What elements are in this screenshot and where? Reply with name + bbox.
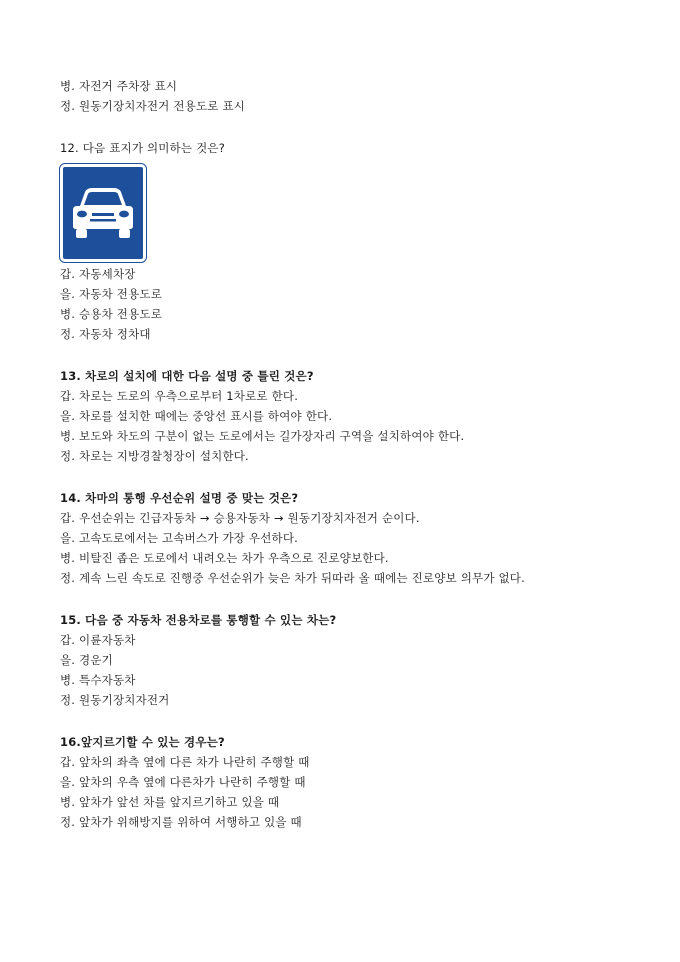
question-16-option-gap: 갑. 앞차의 좌측 옆에 다른 차가 나란히 주행할 때 <box>60 755 310 769</box>
question-14 <box>60 488 660 588</box>
question-13-title: 13. 차로의 설치에 대한 다음 설명 중 틀린 것은? <box>60 369 314 383</box>
question-16-option-eul: 을. 앞차의 우측 옆에 다른차가 나란히 주행할 때 <box>60 775 306 789</box>
question-13-option-jeong: 정. 차로는 지방경찰청장이 설치한다. <box>60 449 249 463</box>
question-12-option-jeong: 정. 자동차 정차대 <box>60 327 151 341</box>
question-15-option-eul: 을. 경운기 <box>60 653 113 667</box>
question-15 <box>60 610 660 710</box>
question-13 <box>60 366 660 466</box>
question-14-option-byeong: 병. 비탈진 좁은 도로에서 내려오는 차가 우측으로 진로양보한다. <box>60 551 389 565</box>
question-15-title: 15. 다음 중 자동차 전용차로를 통행할 수 있는 차는? <box>60 613 337 627</box>
document-page <box>60 76 660 832</box>
road-sign <box>60 164 146 262</box>
question-12-title: 12. 다음 표지가 의미하는 것은? <box>60 141 226 155</box>
question-12-option-eul: 을. 자동차 전용도로 <box>60 287 163 301</box>
question-13-option-byeong: 병. 보도와 차도의 구분이 없는 도로에서는 길가장자리 구역을 설치하여야 한다. <box>60 429 465 443</box>
question-16-option-jeong: 정. 앞차가 위해방지를 위하여 서행하고 있을 때 <box>60 815 302 829</box>
question-15-option-jeong: 정. 원동기장치자전거 <box>60 693 170 707</box>
prev-question-options <box>60 76 660 116</box>
question-12-option-gap: 갑. 자동세차장 <box>60 267 136 281</box>
question-16-title: 16.앞지르기할 수 있는 경우는? <box>60 735 225 749</box>
question-14-title: 14. 차마의 통행 우선순위 설명 중 맞는 것은? <box>60 491 299 505</box>
question-14-option-gap: 갑. 우선순위는 긴급자동차 → 승용자동차 → 원동기장치자전거 순이다. <box>60 511 420 525</box>
question-16-option-byeong: 병. 앞차가 앞선 차를 앞지르기하고 있을 때 <box>60 795 280 809</box>
question-16 <box>60 732 660 832</box>
question-12-option-byeong: 병. 승용차 전용도로 <box>60 307 163 321</box>
question-14-option-jeong: 정. 계속 느린 속도로 진행중 우선순위가 늦은 차가 뒤따라 올 때에는 진로양보 의무가 없다. <box>60 571 525 585</box>
question-14-option-eul: 을. 고속도로에서는 고속버스가 가장 우선하다. <box>60 531 299 545</box>
road-sign-panel <box>60 164 146 262</box>
car-icon <box>71 186 135 240</box>
option-byeong: 병. 자전거 주차장 표시 <box>60 79 178 93</box>
question-15-option-gap: 갑. 이륜자동차 <box>60 633 136 647</box>
question-12 <box>60 138 660 344</box>
question-13-option-eul: 을. 차로를 설치한 때에는 중앙선 표시를 하여야 한다. <box>60 409 333 423</box>
question-15-option-byeong: 병. 특수자동차 <box>60 673 136 687</box>
question-13-option-gap: 갑. 차로는 도로의 우측으로부터 1차로로 한다. <box>60 389 299 403</box>
option-jeong: 정. 원동기장치자전거 전용도로 표시 <box>60 99 246 113</box>
